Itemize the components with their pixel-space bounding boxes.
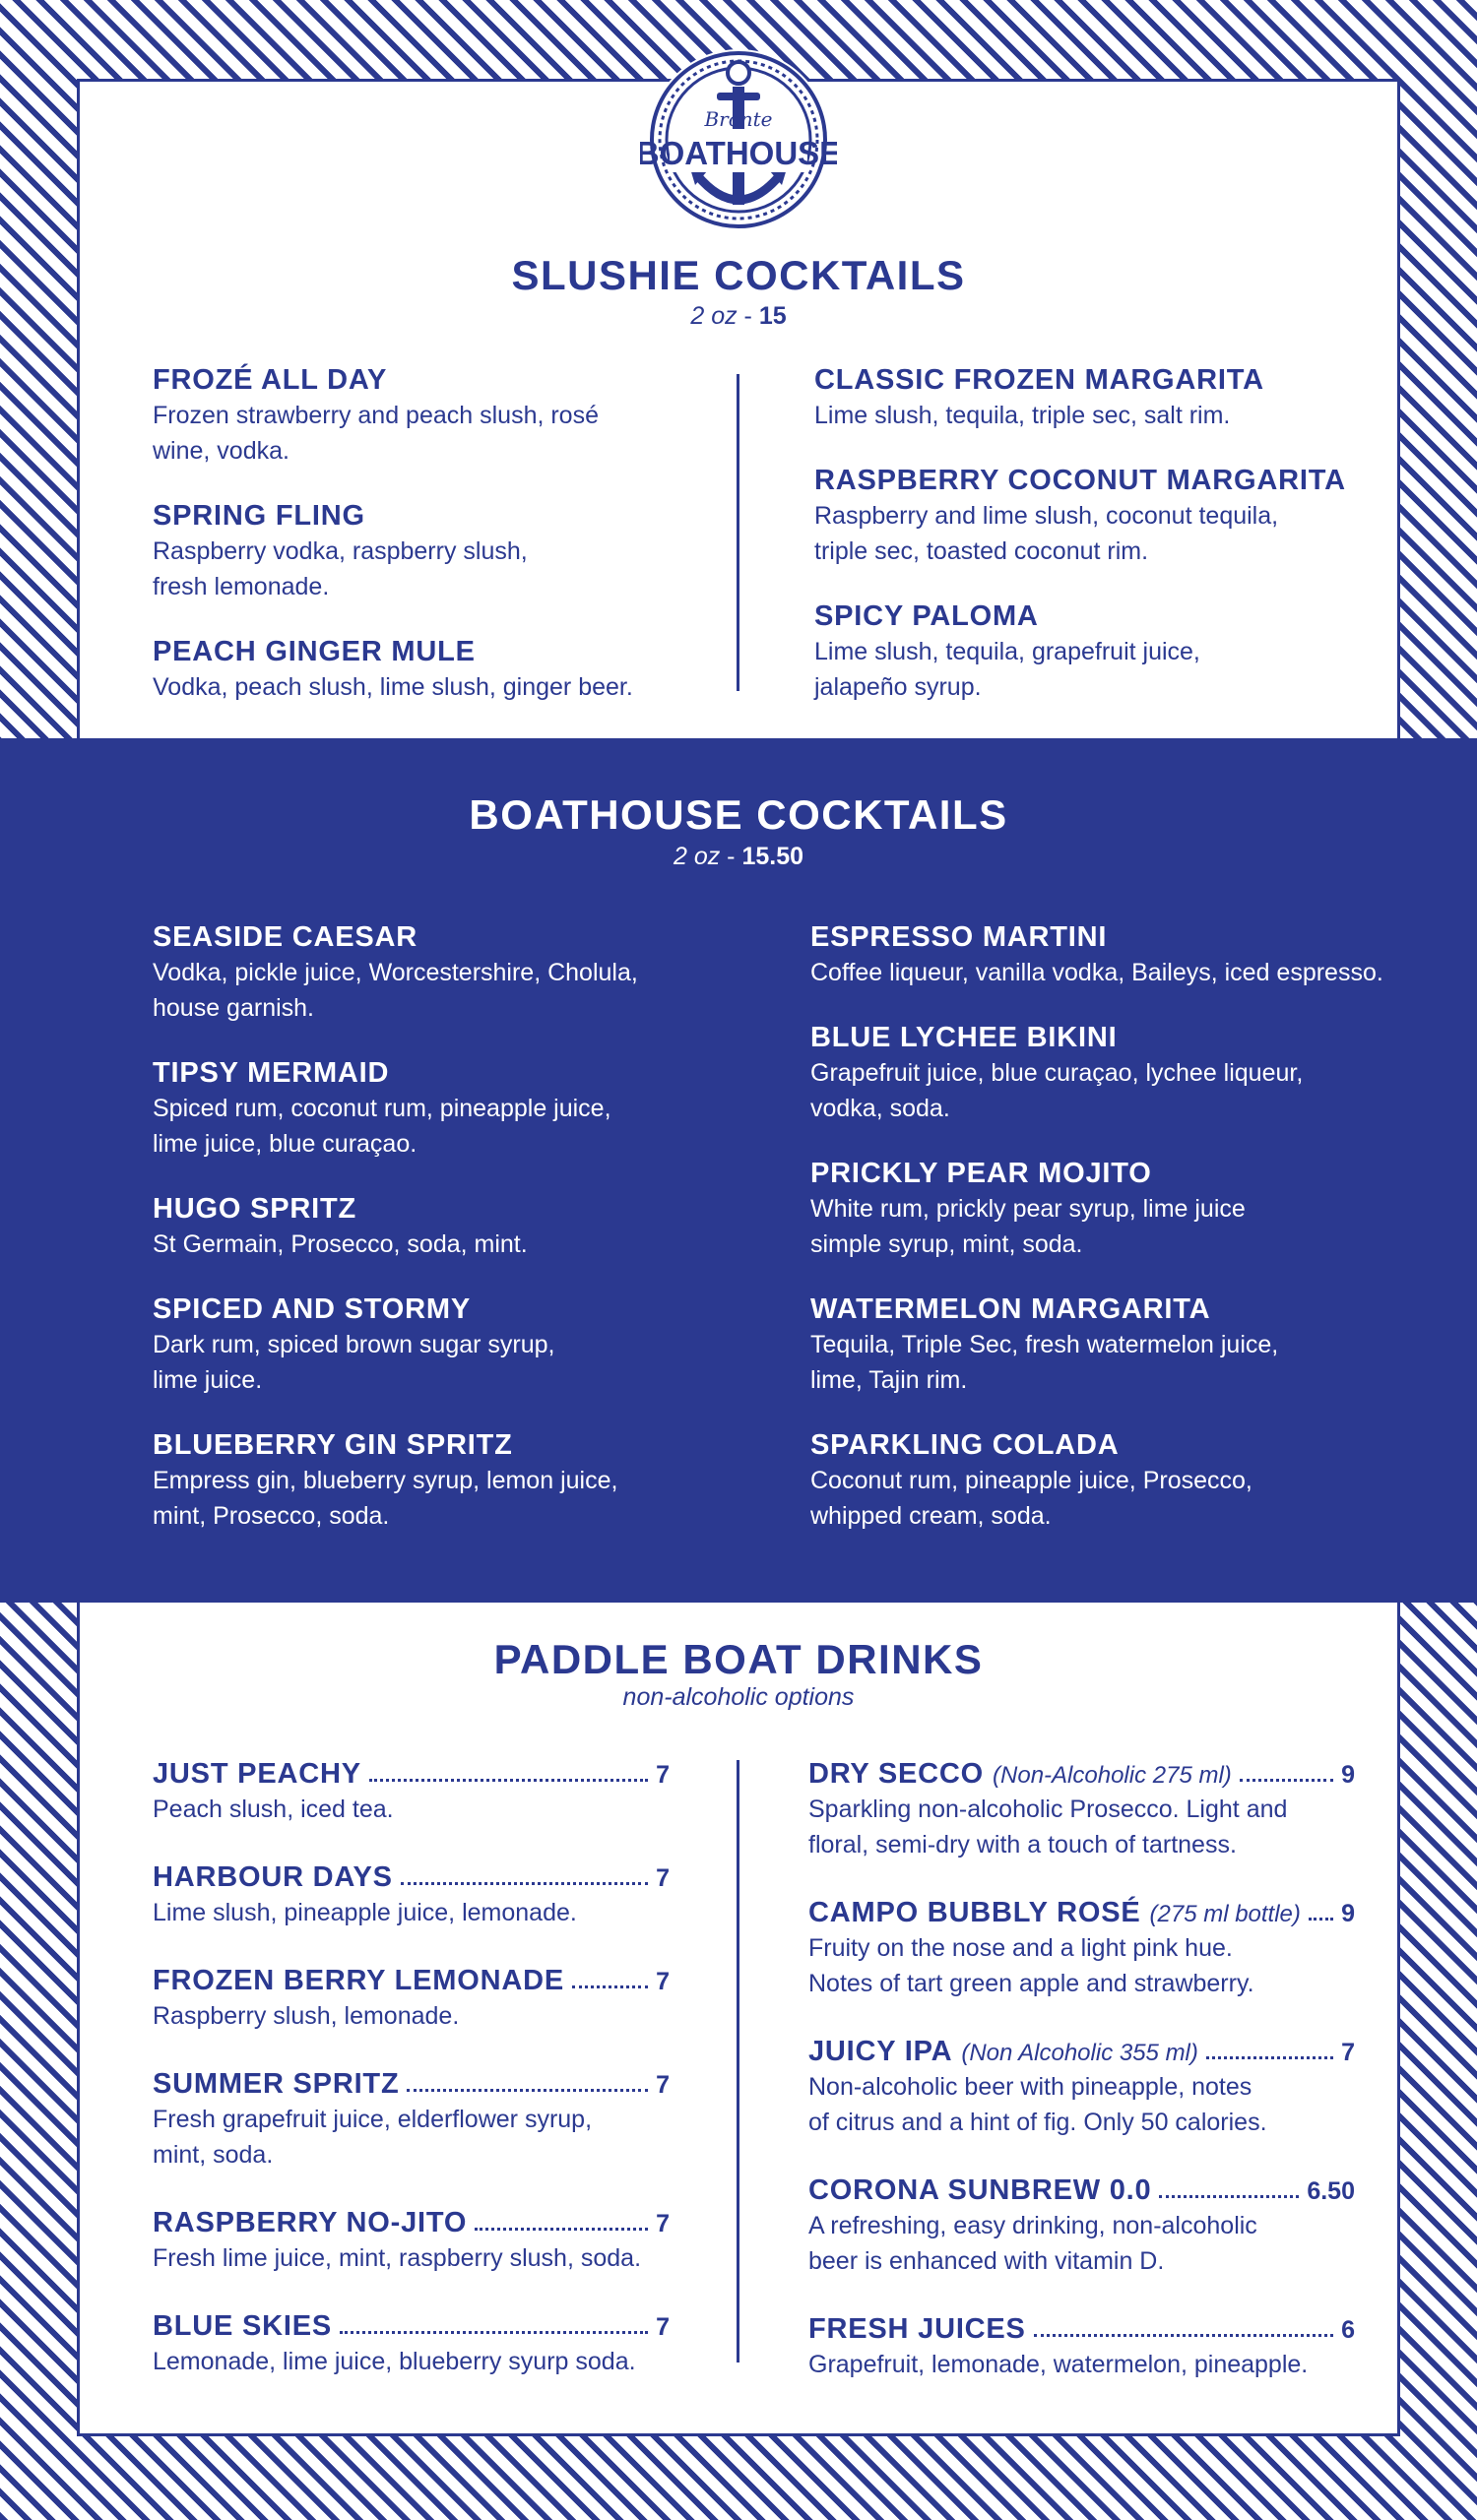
menu-item bbox=[153, 1859, 670, 1930]
dot-leader bbox=[1309, 1918, 1333, 1921]
dot-leader bbox=[1159, 2195, 1299, 2198]
menu-item-description: Fresh lime juice, mint, raspberry slush, soda. bbox=[153, 2244, 642, 2272]
menu-item-header bbox=[808, 2173, 1355, 2208]
menu-item-name: FRESH JUICES bbox=[808, 2313, 1026, 2345]
paddle-subtitle: non-alcoholic options bbox=[622, 1683, 855, 1711]
menu-item-description: Raspberry and lime slush, coconut tequila, bbox=[814, 502, 1279, 530]
menu-item-description: Non-alcoholic beer with pineapple, notes bbox=[808, 2073, 1252, 2101]
dot-leader bbox=[1240, 1779, 1333, 1782]
menu-item-name: PEACH GINGER MULE bbox=[153, 636, 476, 667]
menu-item-description: whipped cream, soda. bbox=[810, 1502, 1052, 1530]
menu-item-description: Spiced rum, coconut rum, pineapple juice, bbox=[153, 1095, 611, 1122]
menu-item bbox=[814, 362, 1376, 433]
menu-item-name: TIPSY MERMAID bbox=[153, 1057, 390, 1089]
menu-item-header bbox=[153, 1756, 670, 1792]
menu-item-price: 7 bbox=[1341, 2039, 1355, 2066]
menu-item bbox=[808, 2034, 1355, 2140]
menu-item-name: HUGO SPRITZ bbox=[153, 1193, 356, 1225]
menu-item-description: mint, soda. bbox=[153, 2141, 274, 2169]
menu-item bbox=[153, 634, 704, 705]
slushie-price-line: 2 oz - 15 bbox=[690, 302, 787, 330]
dot-leader bbox=[407, 2089, 648, 2092]
logo-script: Bronte bbox=[704, 107, 773, 131]
menu-item-header bbox=[153, 2066, 670, 2102]
menu-item-description: St Germain, Prosecco, soda, mint. bbox=[153, 1230, 528, 1258]
slushie-title: SLUSHIE COCKTAILS bbox=[511, 252, 966, 298]
menu-item-description: Fresh grapefruit juice, elderflower syrup, bbox=[153, 2106, 593, 2133]
dot-leader bbox=[401, 1882, 648, 1885]
paddle-left-column bbox=[153, 1756, 670, 2412]
menu-item-name: DRY SECCO bbox=[808, 1758, 985, 1790]
menu-item bbox=[808, 1895, 1355, 2001]
menu-item bbox=[153, 1756, 670, 1827]
menu-item bbox=[810, 1156, 1441, 1262]
menu-item-name: RASPBERRY COCONUT MARGARITA bbox=[814, 465, 1346, 496]
menu-item-name: SUMMER SPRITZ bbox=[153, 2068, 400, 2100]
menu-item-description: Lemonade, lime juice, blueberry syurp soda. bbox=[153, 2348, 636, 2375]
menu-item-note: (275 ml bottle) bbox=[1149, 1901, 1301, 1927]
menu-item-header bbox=[808, 1895, 1355, 1930]
menu-item-description: Vodka, pickle juice, Worcestershire, Cholula, bbox=[153, 959, 638, 986]
menu-item-header bbox=[153, 2205, 670, 2240]
menu-item-description: Dark rum, spiced brown sugar syrup, bbox=[153, 1331, 555, 1358]
menu-item-name: BLUEBERRY GIN SPRITZ bbox=[153, 1429, 513, 1461]
dot-leader bbox=[1034, 2334, 1333, 2337]
menu-item-description: Fruity on the nose and a light pink hue. bbox=[808, 1934, 1233, 1962]
menu-item-name: SPARKLING COLADA bbox=[810, 1429, 1120, 1461]
boathouse-divider bbox=[737, 927, 739, 1534]
menu-item-note: (Non-Alcoholic 275 ml) bbox=[993, 1762, 1232, 1789]
menu-item-description: Lime slush, tequila, grapefruit juice, bbox=[814, 638, 1200, 665]
menu-item-description: Peach slush, iced tea. bbox=[153, 1796, 394, 1823]
menu-item-price: 6 bbox=[1341, 2316, 1355, 2344]
menu-item-price: 7 bbox=[656, 2313, 670, 2341]
menu-item-description: Vodka, peach slush, lime slush, ginger beer. bbox=[153, 673, 633, 701]
menu-item-description: fresh lemonade. bbox=[153, 573, 330, 600]
menu-item-description: Notes of tart green apple and strawberry. bbox=[808, 1970, 1254, 1997]
menu-item bbox=[808, 2311, 1355, 2382]
menu-item-description: lime juice, blue curaçao. bbox=[153, 1130, 417, 1158]
menu-item bbox=[153, 498, 704, 604]
menu-item bbox=[153, 1191, 704, 1262]
menu-item-name: BLUE SKIES bbox=[153, 2310, 333, 2342]
menu-item-name: CAMPO BUBBLY ROSÉ bbox=[808, 1897, 1141, 1928]
menu-item-header bbox=[808, 2311, 1355, 2347]
menu-item bbox=[153, 1055, 704, 1162]
menu-item-header bbox=[808, 2034, 1355, 2069]
menu-item-description: Tequila, Triple Sec, fresh watermelon juice, bbox=[810, 1331, 1279, 1358]
menu-item-description: lime, Tajin rim. bbox=[810, 1366, 968, 1394]
menu-item bbox=[808, 1756, 1355, 1862]
menu-item-description: mint, Prosecco, soda. bbox=[153, 1502, 390, 1530]
menu-item-name: WATERMELON MARGARITA bbox=[810, 1293, 1211, 1325]
menu-item bbox=[153, 362, 704, 469]
menu-item-name: JUICY IPA bbox=[808, 2036, 953, 2067]
paddle-title: PADDLE BOAT DRINKS bbox=[493, 1636, 984, 1682]
menu-item-name: FROZÉ ALL DAY bbox=[153, 364, 388, 396]
menu-item-name: HARBOUR DAYS bbox=[153, 1861, 393, 1893]
menu-item-description: wine, vodka. bbox=[153, 437, 289, 465]
slushie-divider bbox=[737, 374, 739, 691]
menu-item-description: Sparkling non-alcoholic Prosecco. Light and bbox=[808, 1796, 1288, 1823]
menu-item bbox=[814, 598, 1376, 705]
menu-item-name: FROZEN BERRY LEMONADE bbox=[153, 1965, 564, 1996]
menu-item bbox=[810, 1427, 1441, 1534]
dot-leader bbox=[340, 2331, 648, 2334]
menu-item bbox=[153, 919, 704, 1026]
logo-wordmark: BOATHOUSE bbox=[640, 135, 837, 171]
menu-item bbox=[153, 1292, 704, 1398]
menu-item bbox=[153, 1427, 704, 1534]
menu-item-price: 7 bbox=[656, 1968, 670, 1995]
menu-item-header bbox=[153, 1963, 670, 1998]
menu-item-description: A refreshing, easy drinking, non-alcoholic bbox=[808, 2212, 1257, 2239]
menu-item-description: Raspberry slush, lemonade. bbox=[153, 2002, 460, 2030]
paddle-right-column bbox=[808, 1756, 1355, 2415]
menu-item bbox=[810, 919, 1441, 990]
menu-item-name: PRICKLY PEAR MOJITO bbox=[810, 1158, 1152, 1189]
menu-item bbox=[153, 1963, 670, 2034]
menu-item-name: CORONA SUNBREW 0.0 bbox=[808, 2174, 1152, 2206]
slushie-right-column bbox=[814, 362, 1376, 734]
menu-item-description: Grapefruit juice, blue curaçao, lychee liqueur, bbox=[810, 1059, 1304, 1087]
dot-leader bbox=[1206, 2056, 1333, 2059]
menu-item-header bbox=[808, 1756, 1355, 1792]
menu-item-description: jalapeño syrup. bbox=[814, 673, 982, 701]
menu-item-description: Lime slush, pineapple juice, lemonade. bbox=[153, 1899, 577, 1926]
menu-item-description: house garnish. bbox=[153, 994, 315, 1022]
menu-item-description: Empress gin, blueberry syrup, lemon juice, bbox=[153, 1467, 618, 1494]
menu-item-header bbox=[153, 1859, 670, 1895]
menu-item-name: SEASIDE CAESAR bbox=[153, 921, 418, 953]
menu-item-price: 9 bbox=[1341, 1900, 1355, 1927]
dot-leader bbox=[369, 1779, 648, 1782]
menu-item-description: vodka, soda. bbox=[810, 1095, 950, 1122]
boathouse-logo bbox=[640, 28, 837, 234]
menu-item-description: Coffee liqueur, vanilla vodka, Baileys, iced espresso. bbox=[810, 959, 1383, 986]
menu-item-description: floral, semi-dry with a touch of tartness. bbox=[808, 1831, 1237, 1858]
menu-item-description: White rum, prickly pear syrup, lime juice bbox=[810, 1195, 1246, 1223]
dot-leader bbox=[572, 1985, 648, 1988]
menu-item bbox=[810, 1020, 1441, 1126]
paddle-divider bbox=[737, 1760, 739, 2362]
menu-item-price: 7 bbox=[656, 1864, 670, 1892]
menu-item-price: 7 bbox=[656, 1761, 670, 1789]
dot-leader bbox=[475, 2228, 648, 2231]
menu-item-price: 9 bbox=[1341, 1761, 1355, 1789]
menu-item bbox=[808, 2173, 1355, 2279]
menu-item-description: simple syrup, mint, soda. bbox=[810, 1230, 1083, 1258]
menu-item bbox=[810, 1292, 1441, 1398]
menu-item-description: Coconut rum, pineapple juice, Prosecco, bbox=[810, 1467, 1252, 1494]
boathouse-right-column bbox=[810, 919, 1441, 1563]
menu-item-price: 6.50 bbox=[1307, 2177, 1355, 2205]
menu-item-name: RASPBERRY NO-JITO bbox=[153, 2207, 468, 2238]
menu-item-description: lime juice. bbox=[153, 1366, 263, 1394]
menu-item-description: Lime slush, tequila, triple sec, salt rim. bbox=[814, 402, 1231, 429]
menu-item-header bbox=[153, 2308, 670, 2344]
menu-item bbox=[153, 2308, 670, 2379]
menu-item-name: SPICED AND STORMY bbox=[153, 1293, 471, 1325]
menu-item-name: BLUE LYCHEE BIKINI bbox=[810, 1022, 1118, 1053]
boathouse-left-column bbox=[153, 919, 704, 1563]
menu-item-description: beer is enhanced with vitamin D. bbox=[808, 2247, 1165, 2275]
menu-item-note: (Non Alcoholic 355 ml) bbox=[961, 2040, 1198, 2066]
menu-item-description: triple sec, toasted coconut rim. bbox=[814, 537, 1149, 565]
slushie-left-column bbox=[153, 362, 704, 734]
menu-item-name: SPRING FLING bbox=[153, 500, 365, 532]
menu-item-price: 7 bbox=[656, 2210, 670, 2237]
menu-item-name: JUST PEACHY bbox=[153, 1758, 361, 1790]
boathouse-title: BOATHOUSE COCKTAILS bbox=[469, 791, 1008, 838]
boathouse-price-line: 2 oz - 15.50 bbox=[673, 843, 804, 870]
menu-item-name: CLASSIC FROZEN MARGARITA bbox=[814, 364, 1264, 396]
menu-item-price: 7 bbox=[656, 2071, 670, 2099]
menu-item bbox=[153, 2066, 670, 2173]
menu-item bbox=[153, 2205, 670, 2276]
menu-item-description: of citrus and a hint of fig. Only 50 calories. bbox=[808, 2109, 1267, 2136]
menu-item-name: SPICY PALOMA bbox=[814, 600, 1039, 632]
menu-item-description: Grapefruit, lemonade, watermelon, pineapple. bbox=[808, 2351, 1309, 2378]
menu-item-name: ESPRESSO MARTINI bbox=[810, 921, 1108, 953]
menu-item-description: Raspberry vodka, raspberry slush, bbox=[153, 537, 528, 565]
menu-item-description: Frozen strawberry and peach slush, rosé bbox=[153, 402, 599, 429]
menu-item bbox=[814, 463, 1376, 569]
